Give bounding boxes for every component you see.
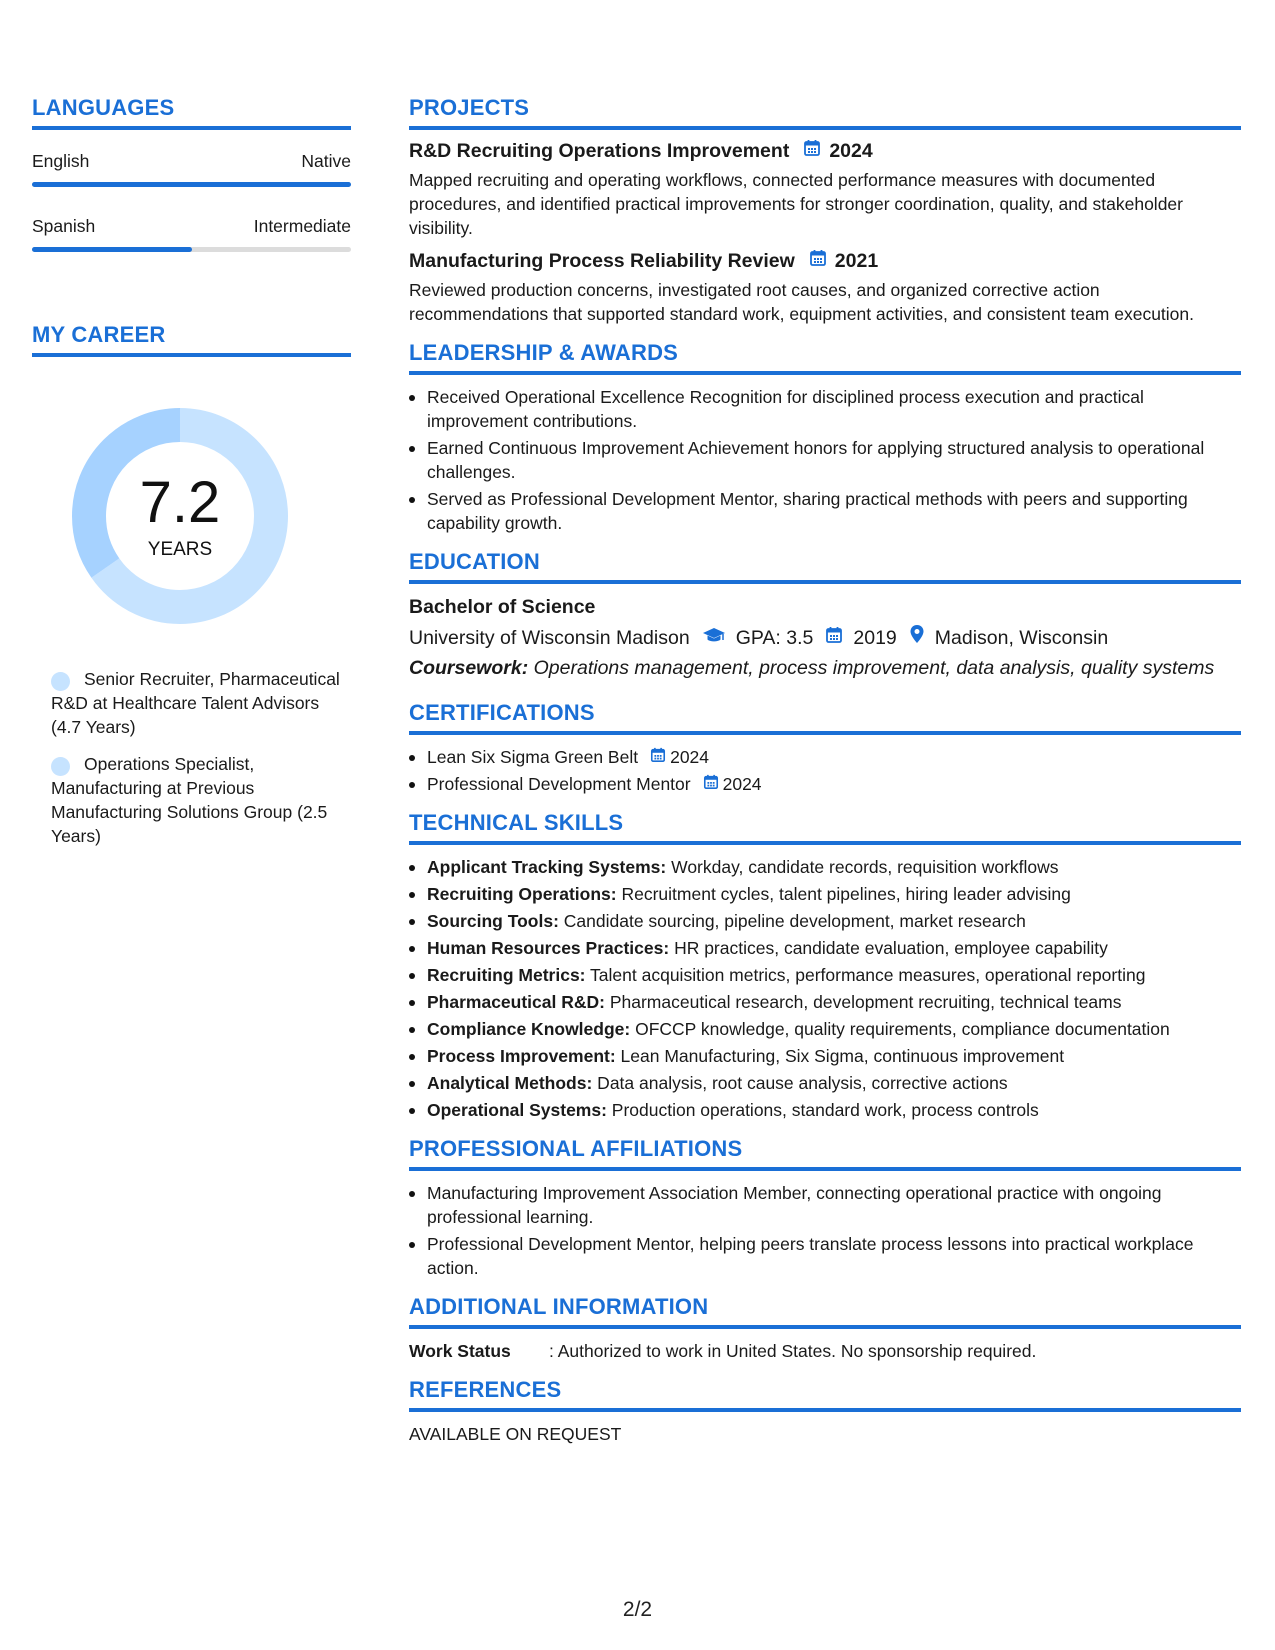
language-entry (32, 150, 351, 187)
career-legend (32, 667, 351, 848)
skill-item (409, 963, 1241, 987)
language-proficiency-fill (32, 247, 192, 252)
career-total-years: 7.2 (139, 470, 221, 535)
skill-item (409, 936, 1241, 960)
school-name: University of Wisconsin Madison (409, 626, 690, 649)
list-item: Served as Professional Development Mentor, sharing practical methods with peers and supporting capability growth. (409, 487, 1241, 535)
education-section (409, 549, 1241, 680)
certifications-section (409, 700, 1241, 796)
projects-section (409, 95, 1241, 326)
certification-name: Professional Development Mentor (427, 774, 691, 794)
language-name: English (32, 151, 90, 171)
certification-year: 2024 (670, 747, 710, 767)
coursework (409, 656, 1241, 680)
skill-label: Human Resources Practices: (427, 938, 670, 958)
career-total-unit: YEARS (147, 539, 213, 560)
project-heading (409, 138, 1241, 164)
info-row (409, 1339, 1241, 1363)
career-legend-item (51, 752, 351, 848)
certification-name: Lean Six Sigma Green Belt (427, 747, 639, 767)
skill-value: Workday, candidate records, requisition workflows (666, 857, 1059, 877)
skill-value: Lean Manufacturing, Six Sigma, continuous improvement (615, 1046, 1065, 1066)
language-level: Intermediate (253, 216, 351, 236)
skill-item (409, 1017, 1241, 1041)
skill-value: Recruitment cycles, talent pipelines, hiring leader advising (616, 884, 1071, 904)
project-description: Mapped recruiting and operating workflows, connected performance measures with documented procedures, and identified practical improvements for stronger coordination, quality, and stakeholder visibility. (409, 170, 1183, 238)
references-section (409, 1377, 1241, 1446)
skill-label: Pharmaceutical R&D: (427, 992, 605, 1012)
career-legend-text: Senior Recruiter, Pharmaceutical R&D at Healthcare Talent Advisors (4.7 Years) (51, 669, 340, 737)
skill-label: Process Improvement: (427, 1046, 616, 1066)
language-proficiency-fill (32, 182, 351, 187)
affiliations-section (409, 1136, 1241, 1280)
skill-value: Talent acquisition metrics, performance measures, operational reporting (585, 965, 1146, 985)
education-title: EDUCATION (409, 549, 1241, 584)
skill-value: OFCCP knowledge, quality requirements, compliance documentation (630, 1019, 1170, 1039)
project-year: 2024 (829, 140, 873, 162)
left-column (32, 95, 351, 861)
skill-item (409, 909, 1241, 933)
graduation-cap-icon (702, 625, 726, 651)
list-item: Earned Continuous Improvement Achievement honors for applying structured analysis to operational challenges. (409, 436, 1241, 484)
graduation-year: 2019 (853, 626, 897, 649)
language-level: Native (301, 151, 351, 171)
skill-label: Operational Systems: (427, 1100, 607, 1120)
certification-year: 2024 (722, 774, 762, 794)
education-details (409, 624, 1241, 651)
list-item (409, 745, 1241, 769)
language-entry (32, 215, 351, 252)
skill-label: Analytical Methods: (427, 1073, 593, 1093)
calendar-icon (809, 248, 827, 274)
skill-value: Candidate sourcing, pipeline development, market research (558, 911, 1026, 931)
languages-title: LANGUAGES (32, 95, 351, 130)
skill-item (409, 1098, 1241, 1122)
map-pin-icon (909, 624, 925, 651)
skill-value: Production operations, standard work, process controls (606, 1100, 1039, 1120)
calendar-icon (803, 138, 821, 164)
legend-dot-icon (51, 672, 70, 691)
skill-value: Pharmaceutical research, development recruiting, technical teams (604, 992, 1122, 1012)
skill-item (409, 1071, 1241, 1095)
right-column (409, 95, 1241, 1460)
skill-item (409, 990, 1241, 1014)
language-proficiency-bar (32, 182, 351, 187)
leadership-section (409, 340, 1241, 535)
career-title: MY CAREER (32, 322, 351, 357)
affiliations-title: PROFESSIONAL AFFILIATIONS (409, 1136, 1241, 1171)
skill-label: Sourcing Tools: (427, 911, 559, 931)
project-name: Manufacturing Process Reliability Review (409, 250, 795, 272)
skill-item (409, 882, 1241, 906)
calendar-icon (825, 625, 843, 651)
calendar-icon (703, 772, 719, 796)
project-name: R&D Recruiting Operations Improvement (409, 140, 790, 162)
skill-label: Compliance Knowledge: (427, 1019, 631, 1039)
project-year: 2021 (834, 250, 879, 272)
skill-item (409, 855, 1241, 879)
coursework-label: Coursework: (409, 657, 529, 679)
skills-title: TECHNICAL SKILLS (409, 810, 1241, 845)
leadership-title: LEADERSHIP & AWARDS (409, 340, 1241, 375)
gpa: GPA: 3.5 (735, 626, 814, 649)
certifications-title: CERTIFICATIONS (409, 700, 1241, 735)
career-legend-text: Operations Specialist, Manufacturing at Previous Manufacturing Solutions Group (2.5 Years) (51, 754, 328, 846)
school-location: Madison, Wisconsin (934, 626, 1109, 649)
skill-item (409, 1044, 1241, 1068)
info-value: : Authorized to work in United States. No sponsorship required. (549, 1341, 1037, 1361)
references-text: AVAILABLE ON REQUEST (409, 1424, 622, 1444)
list-item: Received Operational Excellence Recognition for disciplined process execution and practical improvement contributions. (409, 385, 1241, 433)
list-item: Manufacturing Improvement Association Member, connecting operational practice with ongoing professional learning. (409, 1181, 1241, 1229)
projects-title: PROJECTS (409, 95, 1241, 130)
skills-section (409, 810, 1241, 1122)
page-number: 2/2 (622, 1598, 653, 1621)
info-key: Work Status (409, 1341, 511, 1361)
skill-value: HR practices, candidate evaluation, employee capability (669, 938, 1108, 958)
calendar-icon (650, 745, 666, 769)
skill-label: Recruiting Operations: (427, 884, 617, 904)
references-title: REFERENCES (409, 1377, 1241, 1412)
additional-title: ADDITIONAL INFORMATION (409, 1294, 1241, 1329)
skill-value: Data analysis, root cause analysis, corrective actions (592, 1073, 1008, 1093)
skill-label: Recruiting Metrics: (427, 965, 586, 985)
project-heading (409, 248, 1241, 274)
degree: Bachelor of Science (409, 596, 596, 618)
skill-label: Applicant Tracking Systems: (427, 857, 667, 877)
list-item: Professional Development Mentor, helping peers translate process lessons into practical workplace action. (409, 1232, 1241, 1280)
legend-dot-icon (51, 757, 70, 776)
coursework-text: Operations management, process improvement, data analysis, quality systems (528, 657, 1215, 679)
project-description: Reviewed production concerns, investigated root causes, and organized corrective action recommendations that supported standard work, equipment activities, and consistent team execution. (409, 280, 1195, 324)
language-name: Spanish (32, 216, 96, 236)
additional-section (409, 1294, 1241, 1363)
list-item (409, 772, 1241, 796)
career-donut-chart (65, 401, 295, 631)
career-legend-item (51, 667, 351, 739)
language-proficiency-bar (32, 247, 351, 252)
